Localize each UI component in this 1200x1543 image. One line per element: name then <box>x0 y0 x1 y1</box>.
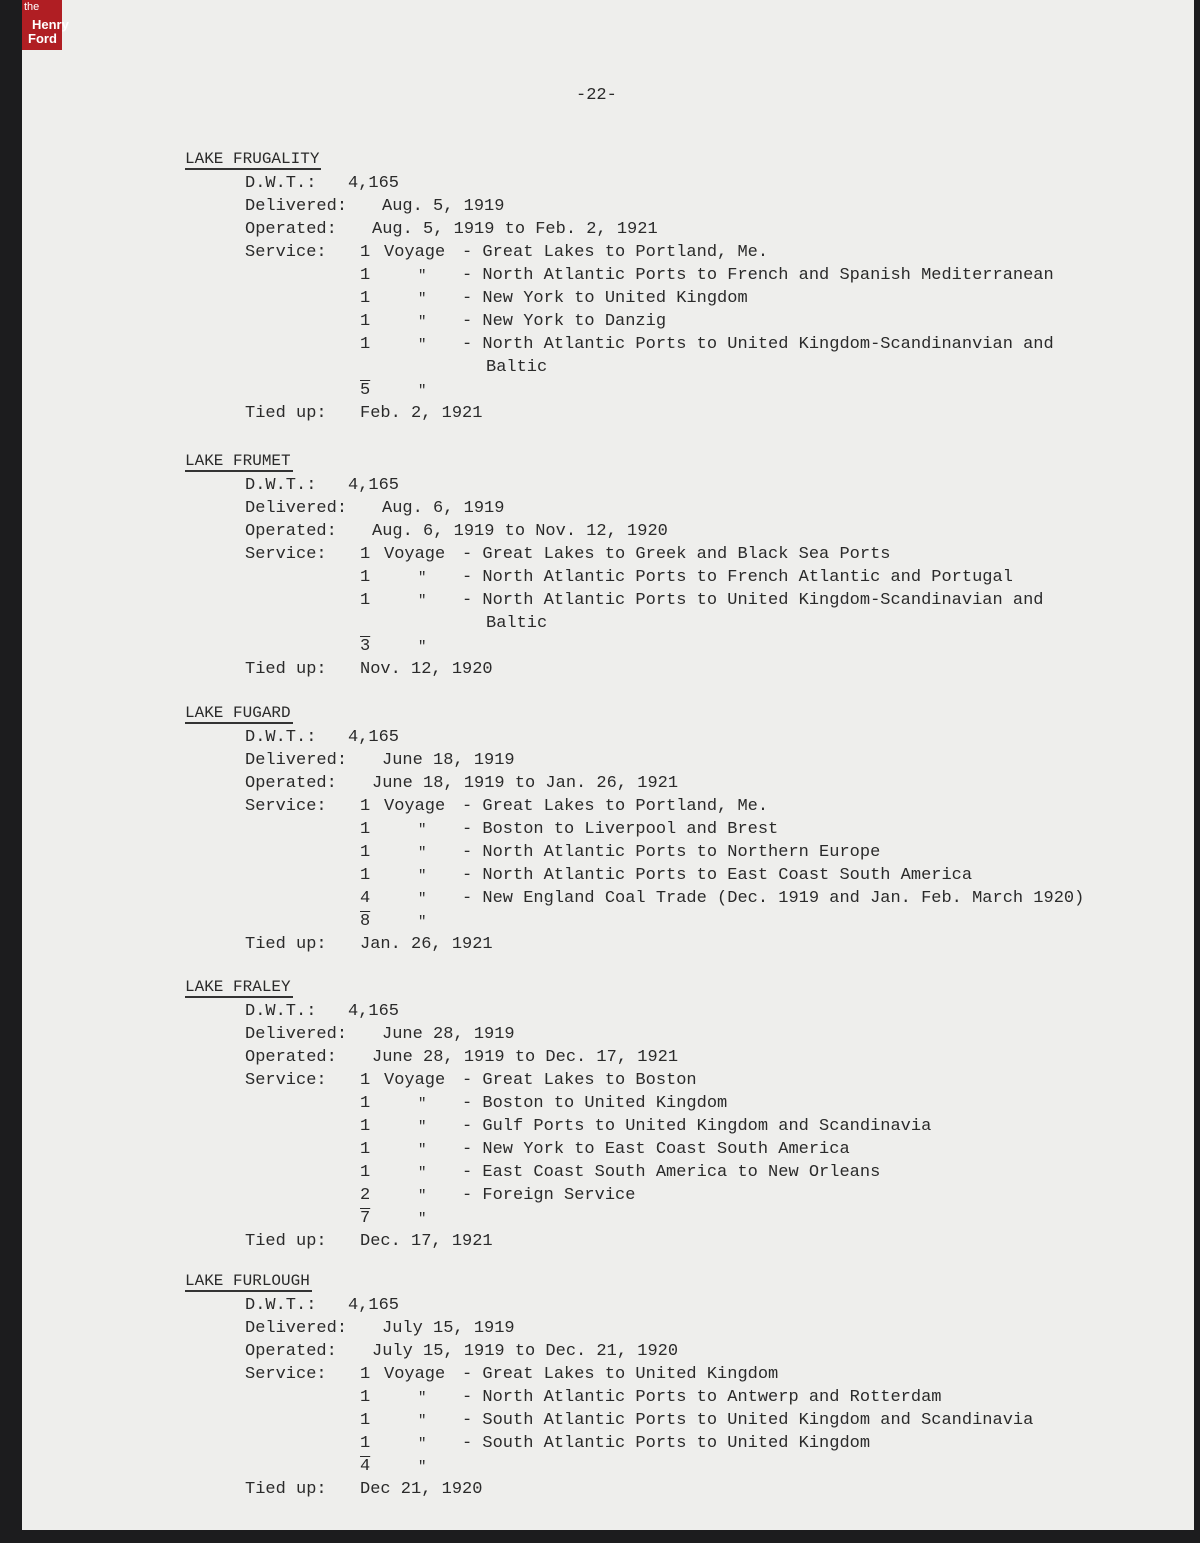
tied-up-date: Feb. 2, 1921 <box>360 404 483 423</box>
ditto-mark: " <box>418 1413 427 1429</box>
operated-range: July 15, 1919 to Dec. 21, 1920 <box>372 1342 679 1361</box>
operated-label: Operated: <box>245 1342 337 1361</box>
voyage-count: 1 <box>360 545 371 564</box>
voyage-count: 1 <box>360 1094 371 1113</box>
ditto-mark: " <box>418 1142 427 1158</box>
ditto-mark: " <box>418 891 427 907</box>
dwt-label: D.W.T.: <box>245 1002 317 1021</box>
operated-label: Operated: <box>245 220 337 239</box>
service-route-cont: Baltic <box>486 614 548 633</box>
ditto-mark: " <box>418 383 427 399</box>
tied-up-label: Tied up: <box>245 1232 327 1251</box>
ship-name: LAKE FRUMET <box>185 452 291 470</box>
voyage-total: 5 <box>360 381 371 400</box>
service-route: - Boston to United Kingdom <box>462 1094 728 1113</box>
ditto-mark: " <box>418 822 427 838</box>
voyage-count: 1 <box>360 1388 371 1407</box>
ditto-mark: " <box>418 914 427 930</box>
service-route: - South Atlantic Ports to United Kingdom and Scandinavia <box>462 1411 1034 1430</box>
dwt-label: D.W.T.: <box>245 174 317 193</box>
voyage-count: 1 <box>360 1411 371 1430</box>
delivered-label: Delivered: <box>245 499 348 518</box>
dwt-label: D.W.T.: <box>245 728 317 747</box>
ditto-mark: " <box>418 868 427 884</box>
logo-text-henry: Henry <box>32 17 69 32</box>
tied-up-label: Tied up: <box>245 404 327 423</box>
ditto-mark: " <box>418 1119 427 1135</box>
delivered-label: Delivered: <box>245 751 348 770</box>
voyage-count: 1 <box>360 1140 371 1159</box>
ditto-mark: " <box>418 268 427 284</box>
operated-label: Operated: <box>245 522 337 541</box>
delivered-label: Delivered: <box>245 197 348 216</box>
dwt-value: 4,165 <box>348 1296 400 1315</box>
service-route: - North Atlantic Ports to Antwerp and Rotterdam <box>462 1388 942 1407</box>
service-route: - New York to United Kingdom <box>462 289 748 308</box>
service-route: - Great Lakes to Portland, Me. <box>462 243 769 262</box>
ditto-mark: " <box>418 1459 427 1475</box>
voyage-word: Voyage <box>384 1365 446 1384</box>
ditto-mark: " <box>418 1390 427 1406</box>
service-route-cont: Baltic <box>486 358 548 377</box>
ship-name: LAKE FRUGALITY <box>185 150 320 168</box>
dwt-value: 4,165 <box>348 1002 400 1021</box>
ditto-mark: " <box>418 1188 427 1204</box>
service-route: - New England Coal Trade (Dec. 1919 and Jan. Feb. March 1920) <box>462 889 1085 908</box>
ship-name: LAKE FRALEY <box>185 978 291 996</box>
voyage-total: 3 <box>360 637 371 656</box>
voyage-total: 4 <box>360 1457 371 1476</box>
tied-up-date: Dec. 17, 1921 <box>360 1232 493 1251</box>
service-route: - Great Lakes to Greek and Black Sea Ports <box>462 545 891 564</box>
logo-text-ford: Ford <box>28 31 57 46</box>
henry-ford-logo <box>22 0 69 50</box>
voyage-count: 1 <box>360 820 371 839</box>
service-route: - Boston to Liverpool and Brest <box>462 820 779 839</box>
operated-label: Operated: <box>245 1048 337 1067</box>
service-label: Service: <box>245 545 327 564</box>
ditto-mark: " <box>418 1436 427 1452</box>
voyage-word: Voyage <box>384 1071 446 1090</box>
operated-range: June 18, 1919 to Jan. 26, 1921 <box>372 774 679 793</box>
delivered-date: June 28, 1919 <box>382 1025 515 1044</box>
voyage-count: 1 <box>360 1365 371 1384</box>
dwt-value: 4,165 <box>348 476 400 495</box>
voyage-count: 2 <box>360 1186 371 1205</box>
ship-name: LAKE FURLOUGH <box>185 1272 310 1290</box>
logo-text-the: the <box>24 1 40 13</box>
voyage-count: 1 <box>360 312 371 331</box>
ditto-mark: " <box>418 639 427 655</box>
service-route: - North Atlantic Ports to Northern Europe <box>462 843 881 862</box>
service-label: Service: <box>245 797 327 816</box>
service-route: - Great Lakes to United Kingdom <box>462 1365 779 1384</box>
ship-name: LAKE FUGARD <box>185 704 291 722</box>
ditto-mark: " <box>418 1211 427 1227</box>
service-route: - Great Lakes to Boston <box>462 1071 697 1090</box>
service-label: Service: <box>245 1365 327 1384</box>
service-route: - South Atlantic Ports to United Kingdom <box>462 1434 871 1453</box>
voyage-count: 1 <box>360 568 371 587</box>
tied-up-label: Tied up: <box>245 660 327 679</box>
tied-up-date: Nov. 12, 1920 <box>360 660 493 679</box>
service-route: - East Coast South America to New Orleans <box>462 1163 881 1182</box>
dwt-value: 4,165 <box>348 728 400 747</box>
dwt-label: D.W.T.: <box>245 1296 317 1315</box>
voyage-count: 1 <box>360 1071 371 1090</box>
delivered-date: July 15, 1919 <box>382 1319 515 1338</box>
voyage-word: Voyage <box>384 545 446 564</box>
ditto-mark: " <box>418 1096 427 1112</box>
voyage-count: 1 <box>360 289 371 308</box>
service-route: - New York to Danzig <box>462 312 667 331</box>
ditto-mark: " <box>418 845 427 861</box>
dwt-label: D.W.T.: <box>245 476 317 495</box>
ditto-mark: " <box>418 570 427 586</box>
voyage-count: 1 <box>360 843 371 862</box>
voyage-count: 1 <box>360 266 371 285</box>
ditto-mark: " <box>418 1165 427 1181</box>
tied-up-label: Tied up: <box>245 935 327 954</box>
voyage-total: 8 <box>360 912 371 931</box>
service-route: - Great Lakes to Portland, Me. <box>462 797 769 816</box>
voyage-count: 1 <box>360 243 371 262</box>
voyage-total: 7 <box>360 1209 371 1228</box>
service-route: - North Atlantic Ports to French and Spanish Mediterranean <box>462 266 1054 285</box>
service-route: - Foreign Service <box>462 1186 636 1205</box>
delivered-label: Delivered: <box>245 1025 348 1044</box>
voyage-count: 1 <box>360 1163 371 1182</box>
operated-range: Aug. 5, 1919 to Feb. 2, 1921 <box>372 220 658 239</box>
service-route: - North Atlantic Ports to French Atlantic and Portugal <box>462 568 1013 587</box>
page-number: -22- <box>576 86 617 105</box>
delivered-date: Aug. 6, 1919 <box>382 499 505 518</box>
service-label: Service: <box>245 1071 327 1090</box>
voyage-count: 1 <box>360 1434 371 1453</box>
service-route: - North Atlantic Ports to East Coast South America <box>462 866 973 885</box>
voyage-count: 1 <box>360 797 371 816</box>
ditto-mark: " <box>418 337 427 353</box>
tied-up-date: Jan. 26, 1921 <box>360 935 493 954</box>
ditto-mark: " <box>418 593 427 609</box>
tied-up-label: Tied up: <box>245 1480 327 1499</box>
ditto-mark: " <box>418 291 427 307</box>
voyage-count: 1 <box>360 591 371 610</box>
voyage-word: Voyage <box>384 797 446 816</box>
delivered-label: Delivered: <box>245 1319 348 1338</box>
dwt-value: 4,165 <box>348 174 400 193</box>
voyage-count: 4 <box>360 889 371 908</box>
voyage-count: 1 <box>360 335 371 354</box>
service-label: Service: <box>245 243 327 262</box>
ditto-mark: " <box>418 314 427 330</box>
voyage-count: 1 <box>360 866 371 885</box>
delivered-date: June 18, 1919 <box>382 751 515 770</box>
service-route: - North Atlantic Ports to United Kingdom-Scandinavian and <box>462 591 1044 610</box>
service-route: - New York to East Coast South America <box>462 1140 850 1159</box>
tied-up-date: Dec 21, 1920 <box>360 1480 483 1499</box>
voyage-count: 1 <box>360 1117 371 1136</box>
operated-label: Operated: <box>245 774 337 793</box>
service-route: - North Atlantic Ports to United Kingdom-Scandinanvian and <box>462 335 1054 354</box>
operated-range: June 28, 1919 to Dec. 17, 1921 <box>372 1048 679 1067</box>
operated-range: Aug. 6, 1919 to Nov. 12, 1920 <box>372 522 668 541</box>
delivered-date: Aug. 5, 1919 <box>382 197 505 216</box>
service-route: - Gulf Ports to United Kingdom and Scandinavia <box>462 1117 932 1136</box>
voyage-word: Voyage <box>384 243 446 262</box>
